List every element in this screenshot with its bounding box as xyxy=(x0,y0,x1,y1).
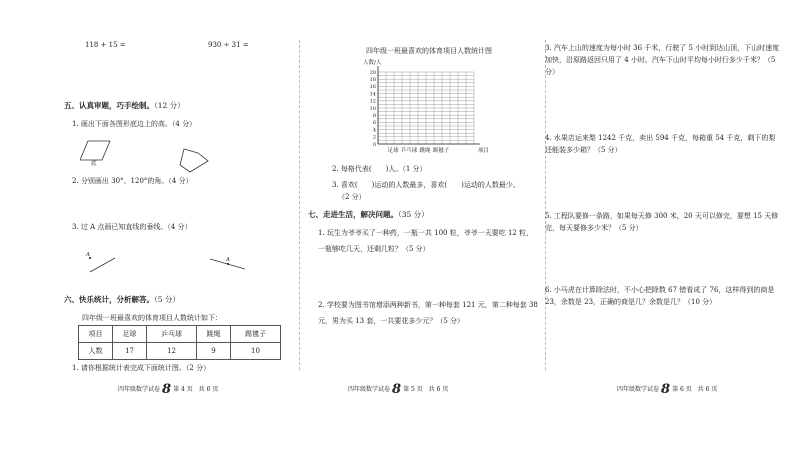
q5-3-text: 3. 过 A 点画已知直线的垂线。（4 分） xyxy=(72,223,192,231)
y-tick-label: 14 xyxy=(369,91,376,98)
perpendicular-lines xyxy=(80,250,260,280)
q7-2-text: 2. 学校要为图书馆增添两种新书，第一种每套 121 元，第二种每套 38 元，男为买 13 套，一共要花多少元？（5 分） xyxy=(318,301,538,325)
table-row: 人数 17 12 9 10 xyxy=(79,343,281,360)
page-6 xyxy=(545,0,800,464)
q3-text: 3. 汽车上山的速度为每小时 36 千米，行驶了 5 小时到达山顶，下山时速度加快，沿原路返回只用了 4 小时。汽车下山时平均每小时行多少千米？（5 分） xyxy=(545,44,780,76)
x-axis-label: 项目 xyxy=(478,148,490,154)
x-tick-label: 踢毽子 xyxy=(432,148,450,154)
trapezoid-shape xyxy=(180,149,208,172)
page-footer: 四年级数学试卷 8 第 4 页 共 6 页 xyxy=(118,382,219,397)
section7-title: 七、走进生活，解决问题。（35 分） xyxy=(308,210,429,219)
y-tick-label: 8 xyxy=(372,113,376,119)
q4-text: 4. 水果店运来梨 1242 千克，卖出 594 千克，每箱重 54 千克，剩下的梨还能装多少箱？（5 分） xyxy=(545,134,776,154)
stats-table xyxy=(78,325,281,360)
q2-text: 2. 每格代表( )人。（1 分） xyxy=(332,165,427,173)
parallelogram-base-label: 底 xyxy=(91,161,97,167)
y-tick-label: 0 xyxy=(372,141,376,148)
point-a-label-right: A xyxy=(226,257,230,263)
y-tick-label: 2 xyxy=(372,134,376,141)
y-tick-label: 16 xyxy=(369,84,376,91)
bar-chart xyxy=(362,64,512,160)
chart-title: 四年级一班最喜欢的体育项目人数统计图 xyxy=(366,47,492,55)
page-footer: 四年级数学试卷 8 第 6 页 共 6 页 xyxy=(617,382,718,397)
calc-right: 930 ÷ 31 = xyxy=(208,41,249,49)
y-tick-label: 10 xyxy=(369,105,376,112)
q7-1-text: 1. 玩生为爷爷买了一种药，一瓶一共 100 粒，爷爷一天要吃 12 粒，一瓶够吃几天，还剩几粒？（5 分） xyxy=(318,229,534,253)
q5-1-text: 1. 画出下面各图形底边上的高。（4 分） xyxy=(72,120,197,128)
chart-y-label: 人数/人 xyxy=(363,60,382,66)
y-tick-label: 20 xyxy=(369,69,376,76)
table-caption: 四年级一班最喜欢的体育项目人数统计如下： xyxy=(82,314,222,322)
calc-left: 118 + 15 = xyxy=(85,41,126,49)
page-5 xyxy=(300,0,545,464)
point-a-label-left: A xyxy=(86,252,90,258)
y-tick-label: 4 xyxy=(372,127,376,134)
q5-2-text: 2. 分别画出 30°、120°的角。（4 分） xyxy=(72,177,193,185)
section6-title: 六、快乐统计，分析解答。（5 分） xyxy=(64,295,180,304)
q6-text: 6. 小马虎在计算除法时，不小心把除数 67 错看成了 76，这样得到的商是 23，余数是 23，正确的商是几？余数是几？（10 分） xyxy=(545,286,775,306)
q3-score: （2 分） xyxy=(338,193,366,201)
q3-text: 3. 喜欢( )运动的人数最多，喜欢( )运动的人数最少。 xyxy=(332,181,520,189)
page-4 xyxy=(0,0,300,464)
x-tick-label: 乒乓球 xyxy=(400,148,418,154)
x-tick-label: 跳绳 xyxy=(419,148,431,154)
x-tick-label: 足球 xyxy=(387,148,399,154)
q6-1-text: 1. 请你根据统计表完成下面统计图。（2 分） xyxy=(72,364,211,372)
q5-text: 5. 工程队要修一条路，如果每天修 300 米，20 天可以修完，要想 15 天修完，每天要修多少米？（5 分） xyxy=(545,212,779,232)
table-header-row: 项目 足球 乒乓球 跳绳 踢毽子 xyxy=(79,326,281,343)
page-footer: 四年级数学试卷 8 第 5 页 共 6 页 xyxy=(348,382,449,397)
given-line-left xyxy=(90,258,115,272)
parallelogram-shape xyxy=(80,141,110,160)
geometry-shapes xyxy=(80,133,210,173)
section5-title: 五、认真审题，巧手绘制。（12 分） xyxy=(64,101,185,110)
y-tick-label: 18 xyxy=(369,77,376,83)
y-tick-label: 6 xyxy=(372,120,376,127)
y-tick-label: 12 xyxy=(369,98,376,105)
